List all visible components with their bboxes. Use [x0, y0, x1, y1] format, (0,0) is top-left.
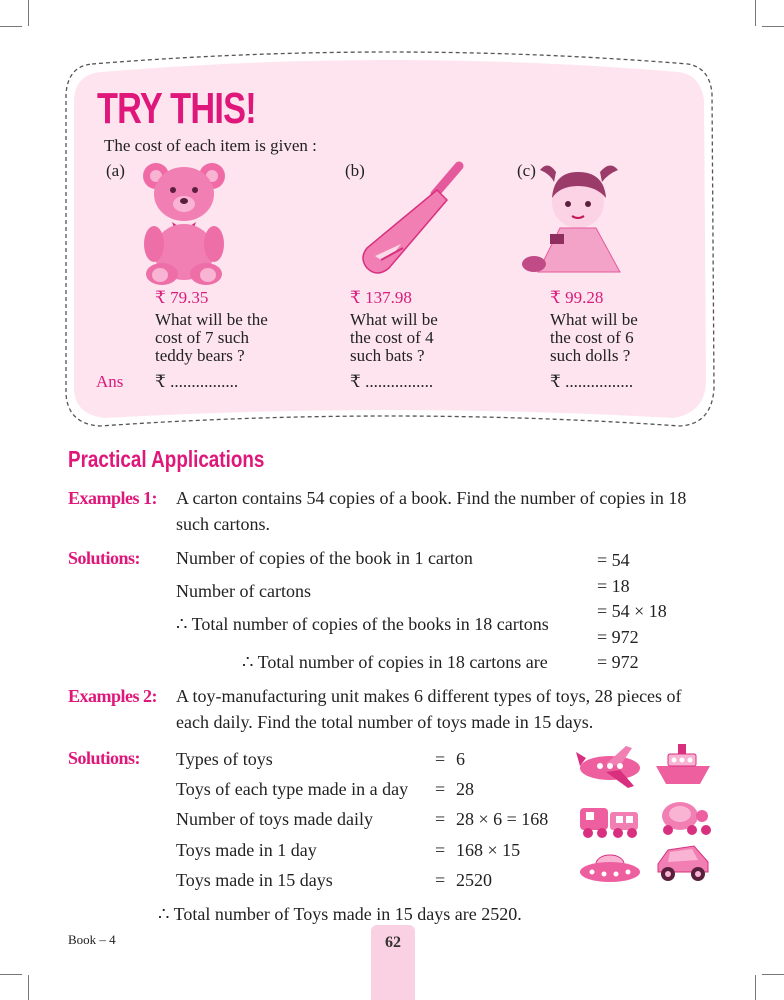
toy-train-image — [578, 800, 640, 840]
example1-text-line2: such cartons. — [176, 514, 270, 534]
question-b-line3: such bats ? — [350, 346, 425, 365]
book-label: Book – 4 — [68, 932, 116, 947]
example2-solution-label: Solutions: — [68, 748, 141, 768]
answer-c: ₹ ................ — [550, 372, 634, 391]
ex2-row3-right: 28 × 6 = 168 — [456, 809, 549, 829]
example1-solution-label: Solutions: — [68, 548, 141, 568]
toy-boat-image — [654, 740, 712, 788]
ex1-row1-left: Number of copies of the book in 1 carton — [176, 548, 473, 568]
item-label-a: (a) — [106, 161, 125, 180]
ex1-row5-right: = 972 — [597, 652, 639, 672]
question-c-line3: such dolls ? — [550, 346, 631, 365]
toy-ufo-image — [578, 850, 642, 886]
answer-a: ₹ ................ — [155, 372, 239, 391]
price-a: ₹ 79.35 — [155, 288, 209, 307]
question-b-line1: What will be — [350, 310, 438, 329]
price-b: ₹ 137.98 — [350, 288, 412, 307]
ex2-row4-left: Toys made in 1 day — [176, 840, 317, 860]
example1-text-line1: A carton contains 54 copies of a book. Find the number of copies in 18 — [176, 488, 687, 508]
ex2-row1-eq: = — [435, 749, 446, 769]
crop-mark — [0, 26, 22, 27]
ex2-row5-eq: = — [435, 870, 446, 890]
ex2-row1-right: 6 — [456, 749, 465, 769]
ex1-row5-left: ∴ Total number of copies in 18 cartons are — [242, 652, 548, 672]
toy-car-image — [654, 840, 712, 884]
try-this-title: TRY THIS! — [97, 84, 256, 133]
ex2-row4-right: 168 × 15 — [456, 840, 521, 860]
page-number: 62 — [385, 934, 401, 951]
crop-mark — [755, 975, 756, 1000]
crop-mark — [28, 975, 29, 1000]
question-c-line1: What will be — [550, 310, 638, 329]
toy-airplane-image — [576, 744, 648, 792]
ex1-row2-right: = 18 — [597, 576, 630, 596]
teddy-bear-image — [134, 160, 234, 286]
doll-image — [520, 160, 635, 280]
ex2-row2-left: Toys of each type made in a day — [176, 779, 409, 799]
example1-label: Examples 1: — [68, 488, 157, 508]
ex2-row5-right: 2520 — [456, 870, 492, 890]
crop-mark — [755, 0, 756, 26]
ex1-row3-right: = 54 × 18 — [597, 601, 667, 621]
section-heading: Practical Applications — [68, 446, 265, 472]
ex2-row2-right: 28 — [456, 779, 474, 799]
ex2-row4-eq: = — [435, 840, 446, 860]
intro-text: The cost of each item is given : — [104, 136, 317, 155]
crop-mark — [762, 974, 784, 975]
question-a-line1: What will be the — [155, 310, 268, 329]
ex2-row1-left: Types of toys — [176, 749, 273, 769]
ex2-row2-eq: = — [435, 779, 446, 799]
ex2-row5-left: Toys made in 15 days — [176, 870, 333, 890]
question-a-line2: cost of 7 such — [155, 328, 249, 347]
question-b-line2: the cost of 4 — [350, 328, 434, 347]
crop-mark — [28, 0, 29, 26]
price-c: ₹ 99.28 — [550, 288, 604, 307]
ex1-row1-right: = 54 — [597, 550, 630, 570]
toy-turtle-image — [652, 796, 712, 836]
ex1-row3-left: ∴ Total number of copies of the books in 18 cartons — [176, 614, 549, 634]
ex2-conclusion: ∴ Total number of Toys made in 15 days are 2520. — [158, 904, 522, 924]
question-a-line3: teddy bears ? — [155, 346, 245, 365]
answer-b: ₹ ................ — [350, 372, 434, 391]
question-c-line2: the cost of 6 — [550, 328, 634, 347]
example2-text-line1: A toy-manufacturing unit makes 6 different types of toys, 28 pieces of — [176, 686, 682, 706]
item-label-b: (b) — [345, 161, 365, 180]
ex2-row3-eq: = — [435, 809, 446, 829]
crop-mark — [762, 26, 784, 27]
cricket-bat-image — [355, 160, 470, 278]
item-label-c: (c) — [517, 161, 536, 180]
crop-mark — [0, 974, 22, 975]
example2-label: Examples 2: — [68, 686, 157, 706]
ans-label: Ans — [96, 372, 124, 391]
ex1-row2-left: Number of cartons — [176, 581, 311, 601]
ex1-row4-right: = 972 — [597, 627, 639, 647]
ex2-row3-left: Number of toys made daily — [176, 809, 373, 829]
example2-text-line2: each daily. Find the total number of toys made in 15 days. — [176, 712, 594, 732]
